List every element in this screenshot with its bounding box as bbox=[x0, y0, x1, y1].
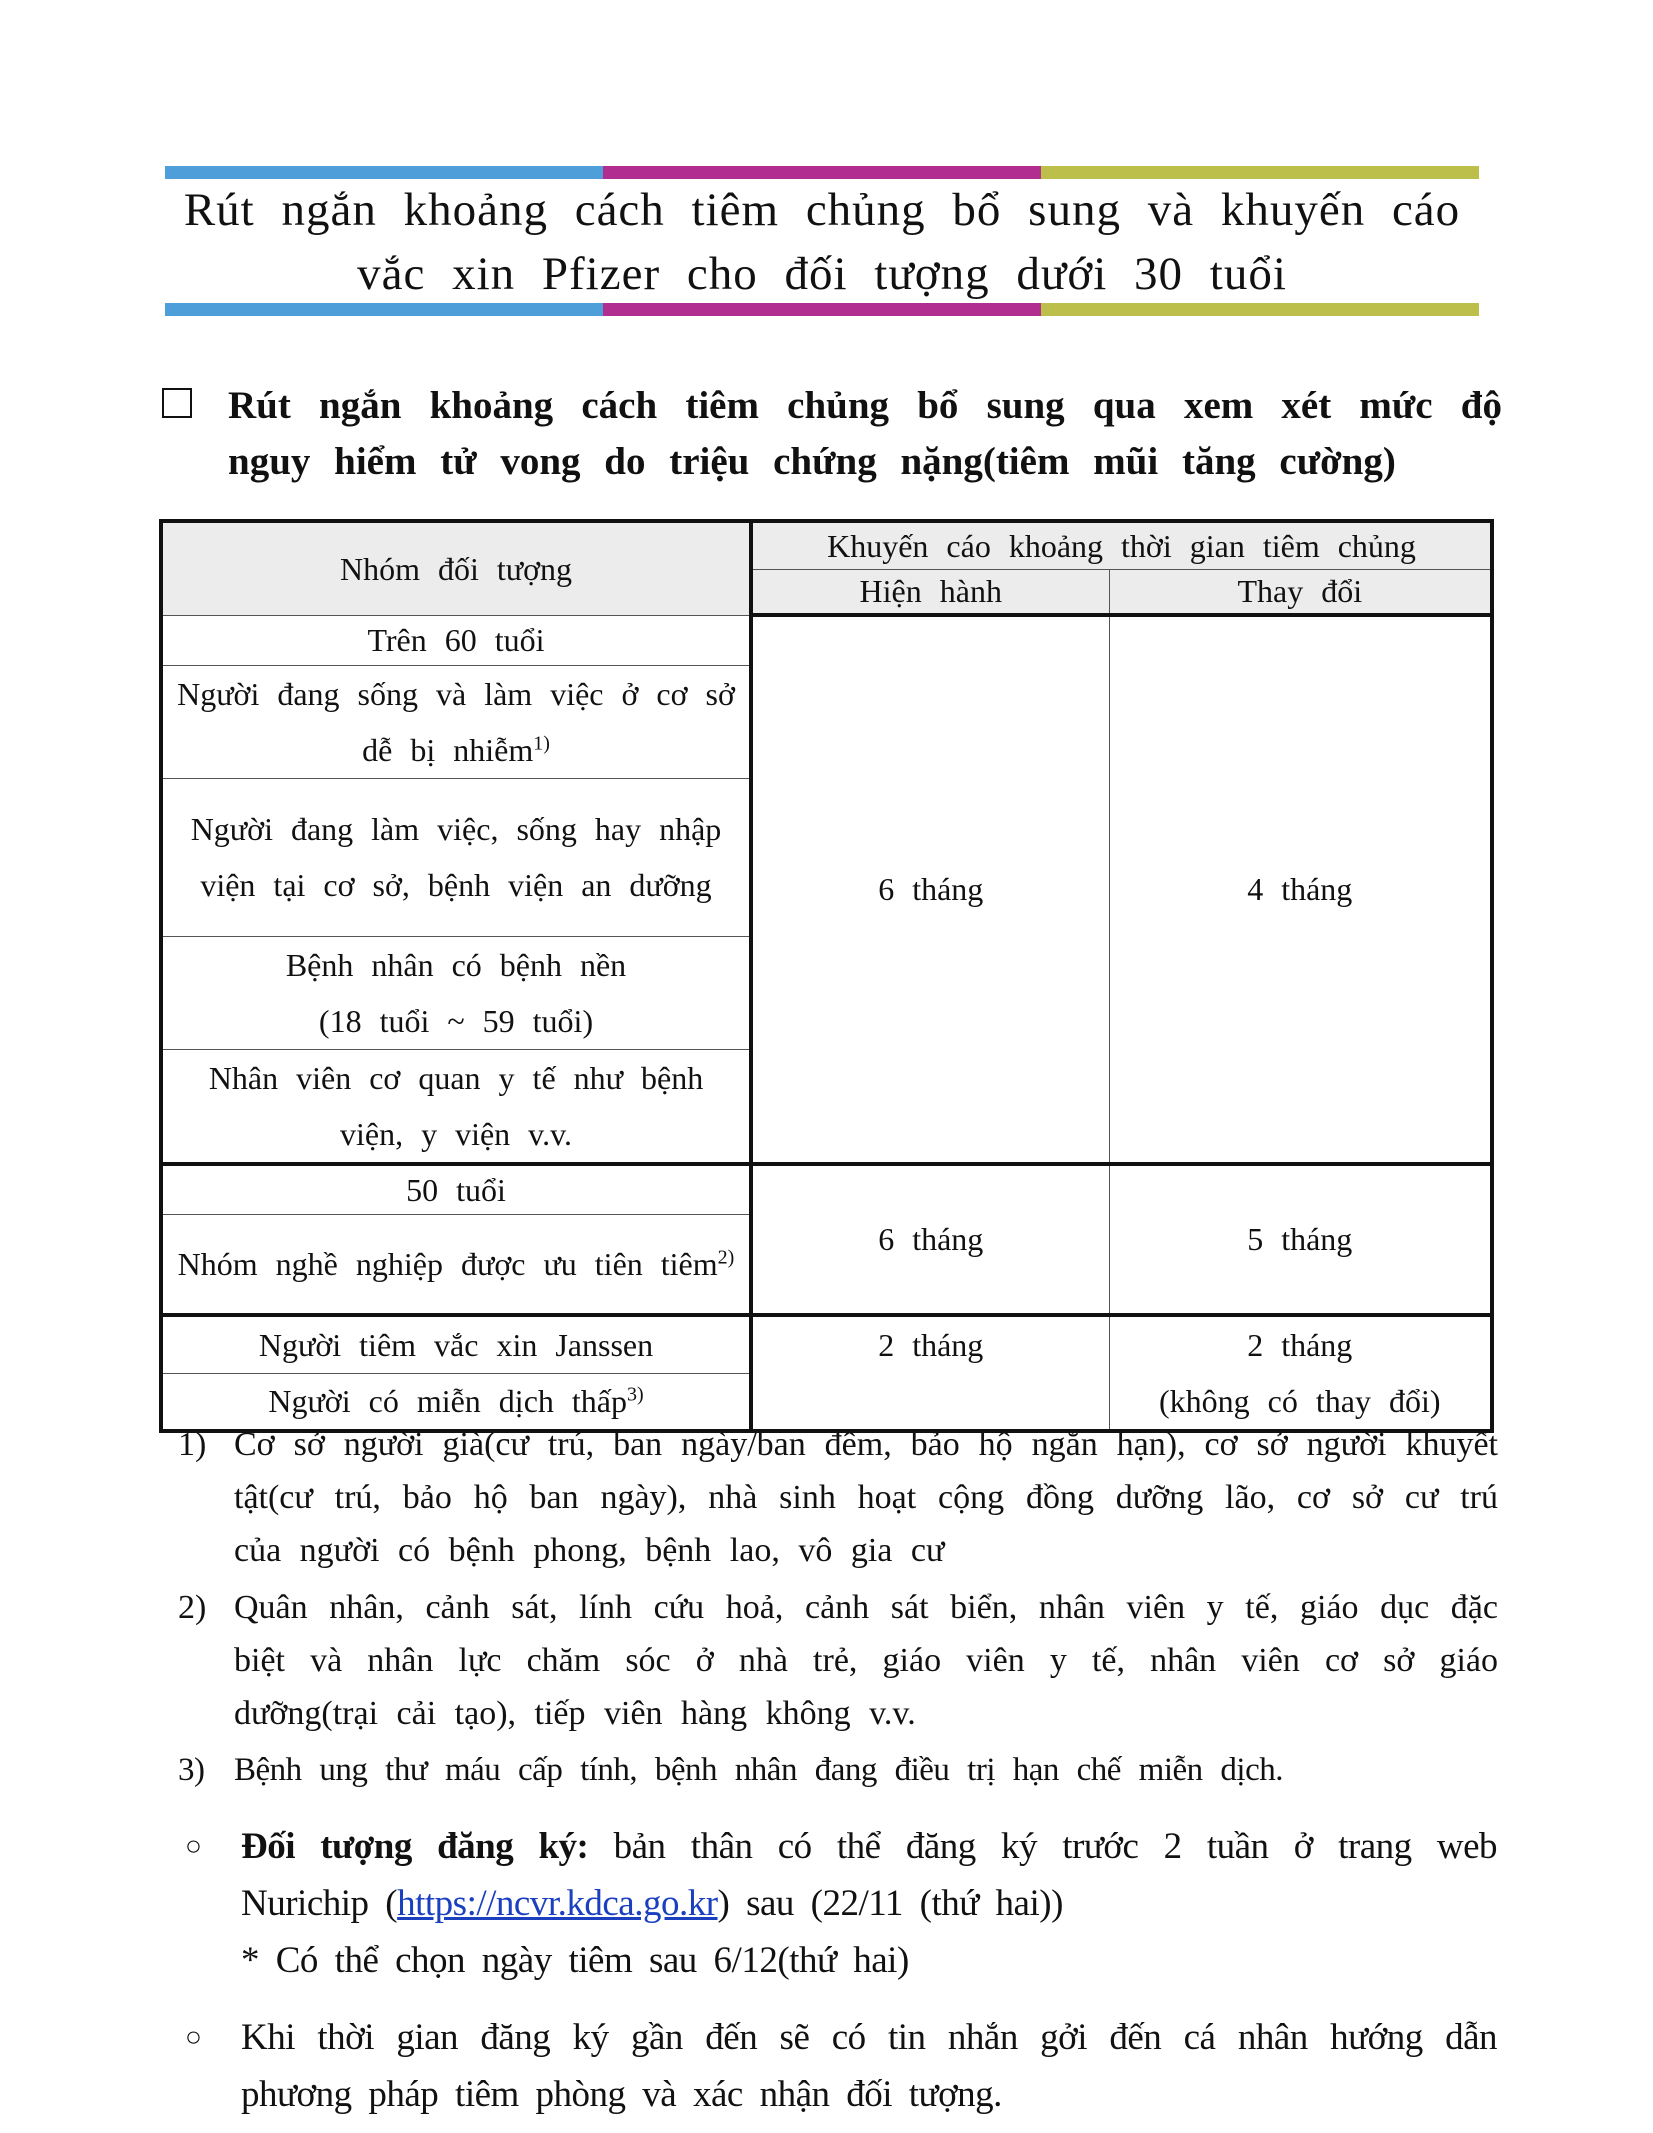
group1-row-underlying-a: Bệnh nhân có bệnh nền bbox=[285, 946, 627, 983]
group2-changed: 5 tháng bbox=[1109, 1164, 1492, 1316]
bullet-notification bbox=[185, 2009, 1497, 2123]
group2-row-age50: 50 tuổi bbox=[161, 1164, 751, 1215]
header-changed: Thay đổi bbox=[1109, 569, 1492, 615]
group2-current: 6 tháng bbox=[751, 1164, 1109, 1316]
page-title bbox=[165, 178, 1479, 306]
footnote-number: 1) bbox=[178, 1426, 207, 1463]
bullet-text: bản thân có thể đăng ký trước 2 tuần ở trang web Nurichip ( bbox=[241, 1826, 1498, 1924]
group1-row-nursing: Người đang làm việc, sống hay nhập viện tại cơ sở, bệnh viện an dưỡng bbox=[161, 778, 751, 936]
footnote-1 bbox=[178, 1418, 1498, 1577]
heading-line-1: Rút ngắn khoảng cách tiêm chủng bổ sung qua xem xét mức độ bbox=[228, 384, 1502, 427]
group3-row-janssen: Người tiêm vắc xin Janssen bbox=[161, 1315, 751, 1373]
footnotes bbox=[178, 1418, 1498, 1801]
bar-segment-blue bbox=[165, 303, 603, 316]
group3-row-immuno-text: Người có miễn dịch thấp bbox=[268, 1383, 627, 1420]
bullet-list bbox=[185, 1818, 1497, 2123]
bullet-registration bbox=[185, 1818, 1497, 1989]
circle-bullet-icon: ○ bbox=[185, 1831, 202, 1862]
group1-row-underlying-b: (18 tuổi ~ 59 tuổi) bbox=[318, 1002, 594, 1039]
circle-bullet-icon: ○ bbox=[185, 2022, 202, 2053]
group2-row-priority-jobs-text: Nhóm nghề nghiệp được ưu tiên tiêm bbox=[177, 1245, 718, 1282]
group1-row-facility-text: Người đang sống và làm việc ở cơ sở dễ bị nhiễm bbox=[177, 675, 735, 768]
footnote-text: Quân nhân, cảnh sát, lính cứu hoả, cảnh sát biển, nhân viên y tế, giáo dục đặc biệt và nhân lực chăm sóc ở nhà trẻ, giáo viên y tế, nhân viên cơ sở giáo dưỡng(trại cải tạo), tiếp viên hàng không v.v. bbox=[234, 1589, 1498, 1732]
header-group: Nhóm đối tượng bbox=[161, 521, 751, 615]
bar-segment-magenta bbox=[603, 303, 1041, 316]
nurichip-link[interactable]: https://ncvr.kdca.go.kr bbox=[397, 1883, 718, 1924]
footnote-ref-3: 3) bbox=[626, 1383, 644, 1406]
group1-row-underlying bbox=[161, 936, 751, 1049]
header-interval: Khuyến cáo khoảng thời gian tiêm chủng bbox=[751, 521, 1492, 569]
footnote-ref-2: 2) bbox=[717, 1246, 735, 1269]
group1-row-facility bbox=[161, 665, 751, 778]
section-heading bbox=[162, 378, 1502, 490]
footnote-2 bbox=[178, 1581, 1498, 1740]
group3-changed bbox=[1109, 1315, 1492, 1431]
title-bar-bottom bbox=[165, 303, 1479, 316]
checkbox-icon bbox=[162, 388, 192, 418]
group1-row-age60: Trên 60 tuổi bbox=[161, 615, 751, 665]
bar-segment-olive bbox=[1041, 303, 1479, 316]
group2-row-priority-jobs bbox=[161, 1214, 751, 1315]
footnote-ref-1: 1) bbox=[533, 731, 550, 754]
footnote-text: Bệnh ung thư máu cấp tính, bệnh nhân đang điều trị hạn chế miễn dịch. bbox=[234, 1752, 1283, 1788]
group1-changed: 4 tháng bbox=[1109, 615, 1492, 1164]
footnote-3 bbox=[178, 1744, 1498, 1797]
group3-changed-b: (không có thay đổi) bbox=[1159, 1383, 1441, 1419]
heading-line-2: nguy hiểm tử vong do triệu chứng nặng(tiêm mũi tăng cường) bbox=[228, 440, 1396, 483]
title-line-2: vắc xin Pfizer cho đối tượng dưới 30 tuổi bbox=[357, 248, 1287, 300]
group3-changed-a: 2 tháng bbox=[1247, 1327, 1353, 1363]
footnote-number: 2) bbox=[178, 1589, 207, 1626]
interval-table bbox=[159, 519, 1494, 1433]
bullet-subnote: * Có thể chọn ngày tiêm sau 6/12(thứ hai) bbox=[241, 1940, 909, 1981]
bullet-label: Đối tượng đăng ký: bbox=[241, 1826, 589, 1867]
title-line-1: Rút ngắn khoảng cách tiêm chủng bổ sung và khuyến cáo bbox=[183, 184, 1461, 236]
bullet-text-end: ) sau (22/11 (thứ hai)) bbox=[717, 1883, 1063, 1924]
bullet-text: Khi thời gian đăng ký gần đến sẽ có tin nhắn gởi đến cá nhân hướng dẫn phương pháp tiêm phòng và xác nhận đối tượng. bbox=[241, 2017, 1497, 2115]
footnote-number: 3) bbox=[178, 1752, 205, 1788]
group1-current: 6 tháng bbox=[751, 615, 1109, 1164]
footnote-text: Cơ sở người già(cư trú, ban ngày/ban đêm, bảo hộ ngắn hạn), cơ sở người khuyết tật(cư trú, bảo hộ ban ngày), nhà sinh hoạt cộng đồng dưỡng lão, cơ sở cư trú của người có bệnh phong, bệnh lao, vô gia cư bbox=[234, 1426, 1498, 1569]
group3-current: 2 tháng bbox=[751, 1315, 1109, 1431]
header-current: Hiện hành bbox=[751, 569, 1109, 615]
group1-row-medical-staff: Nhân viên cơ quan y tế như bệnh viện, y viện v.v. bbox=[161, 1049, 751, 1164]
